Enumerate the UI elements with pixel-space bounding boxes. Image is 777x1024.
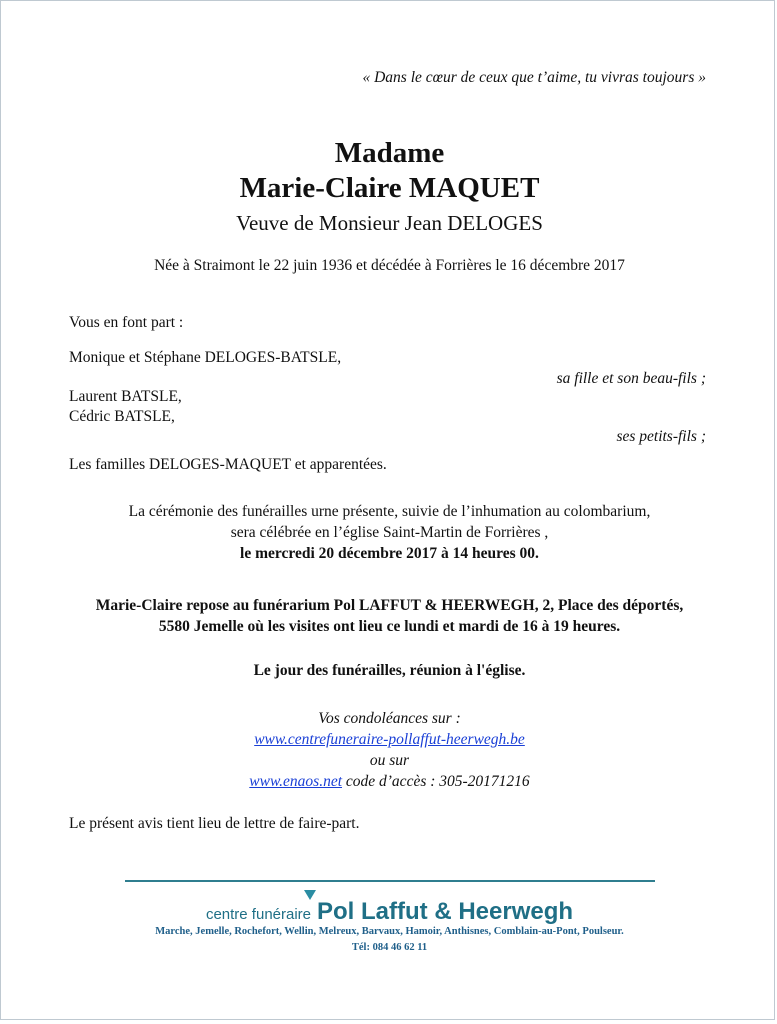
logo-prefix: centre funéraire	[205, 906, 312, 923]
ceremony-line: La cérémonie des funérailles urne présente, suivie de l’inhumation au colombarium,	[128, 503, 651, 520]
footer-phone: Tél: 084 46 62 11	[351, 942, 428, 953]
footer-divider	[125, 880, 655, 882]
funeral-home-logo	[1, 898, 777, 926]
epitaph-quote: « Dans le cœur de ceux que t’aime, tu vivras toujours »	[362, 69, 706, 86]
visitation-line: Marie-Claire repose au funérarium Pol LAFFUT & HEERWEGH, 2, Place des déportés,	[95, 597, 684, 614]
family-name: Cédric BATSLE,	[69, 408, 175, 425]
condolences-link-funeral-home[interactable]: www.centrefuneraire-pollaffut-heerwegh.be	[254, 731, 525, 748]
widow-of-line: Veuve de Monsieur Jean DELOGES	[236, 211, 543, 235]
ceremony-date: le mercredi 20 décembre 2017 à 14 heures 00.	[240, 545, 539, 562]
family-name: Les familles DELOGES-MAQUET et apparentées.	[69, 456, 387, 473]
honorific-title: Madame	[334, 137, 445, 169]
visitation-line: 5580 Jemelle où les visites ont lieu ce lundi et mardi de 16 à 19 heures.	[158, 618, 621, 635]
condolences-block	[1, 708, 777, 792]
condolences-intro: Vos condoléances sur :	[318, 710, 461, 727]
ceremony-line: sera célébrée en l’église Saint-Martin de Forrières ,	[230, 524, 549, 541]
meeting-note: Le jour des funérailles, réunion à l'église.	[253, 662, 526, 679]
condolences-or: ou sur	[369, 752, 410, 769]
family-relation: sa fille et son beau-fils ;	[556, 370, 706, 387]
announce-intro: Vous en font part :	[69, 314, 184, 331]
footer-towns: Marche, Jemelle, Rochefort, Wellin, Melreux, Barvaux, Hamoir, Anthisnes, Comblain-au-Pont, Poulseur.	[155, 926, 624, 937]
deceased-name: Marie-Claire MAQUET	[239, 172, 540, 204]
closing-note: Le présent avis tient lieu de lettre de faire-part.	[69, 815, 360, 832]
birth-death-line: Née à Straimont le 22 juin 1936 et décédée à Forrières le 16 décembre 2017	[154, 257, 625, 274]
access-code: code d’accès : 305-20171216	[342, 773, 530, 790]
condolences-link-enaos[interactable]: www.enaos.net	[249, 773, 343, 790]
family-name: Laurent BATSLE,	[69, 388, 182, 405]
family-relation: ses petits-fils ;	[616, 428, 706, 445]
ceremony-details	[1, 501, 777, 564]
family-name: Monique et Stéphane DELOGES-BATSLE,	[69, 349, 342, 366]
logo-brand: Pol Laffut & Heerwegh	[317, 898, 574, 925]
visitation-details	[1, 595, 777, 637]
